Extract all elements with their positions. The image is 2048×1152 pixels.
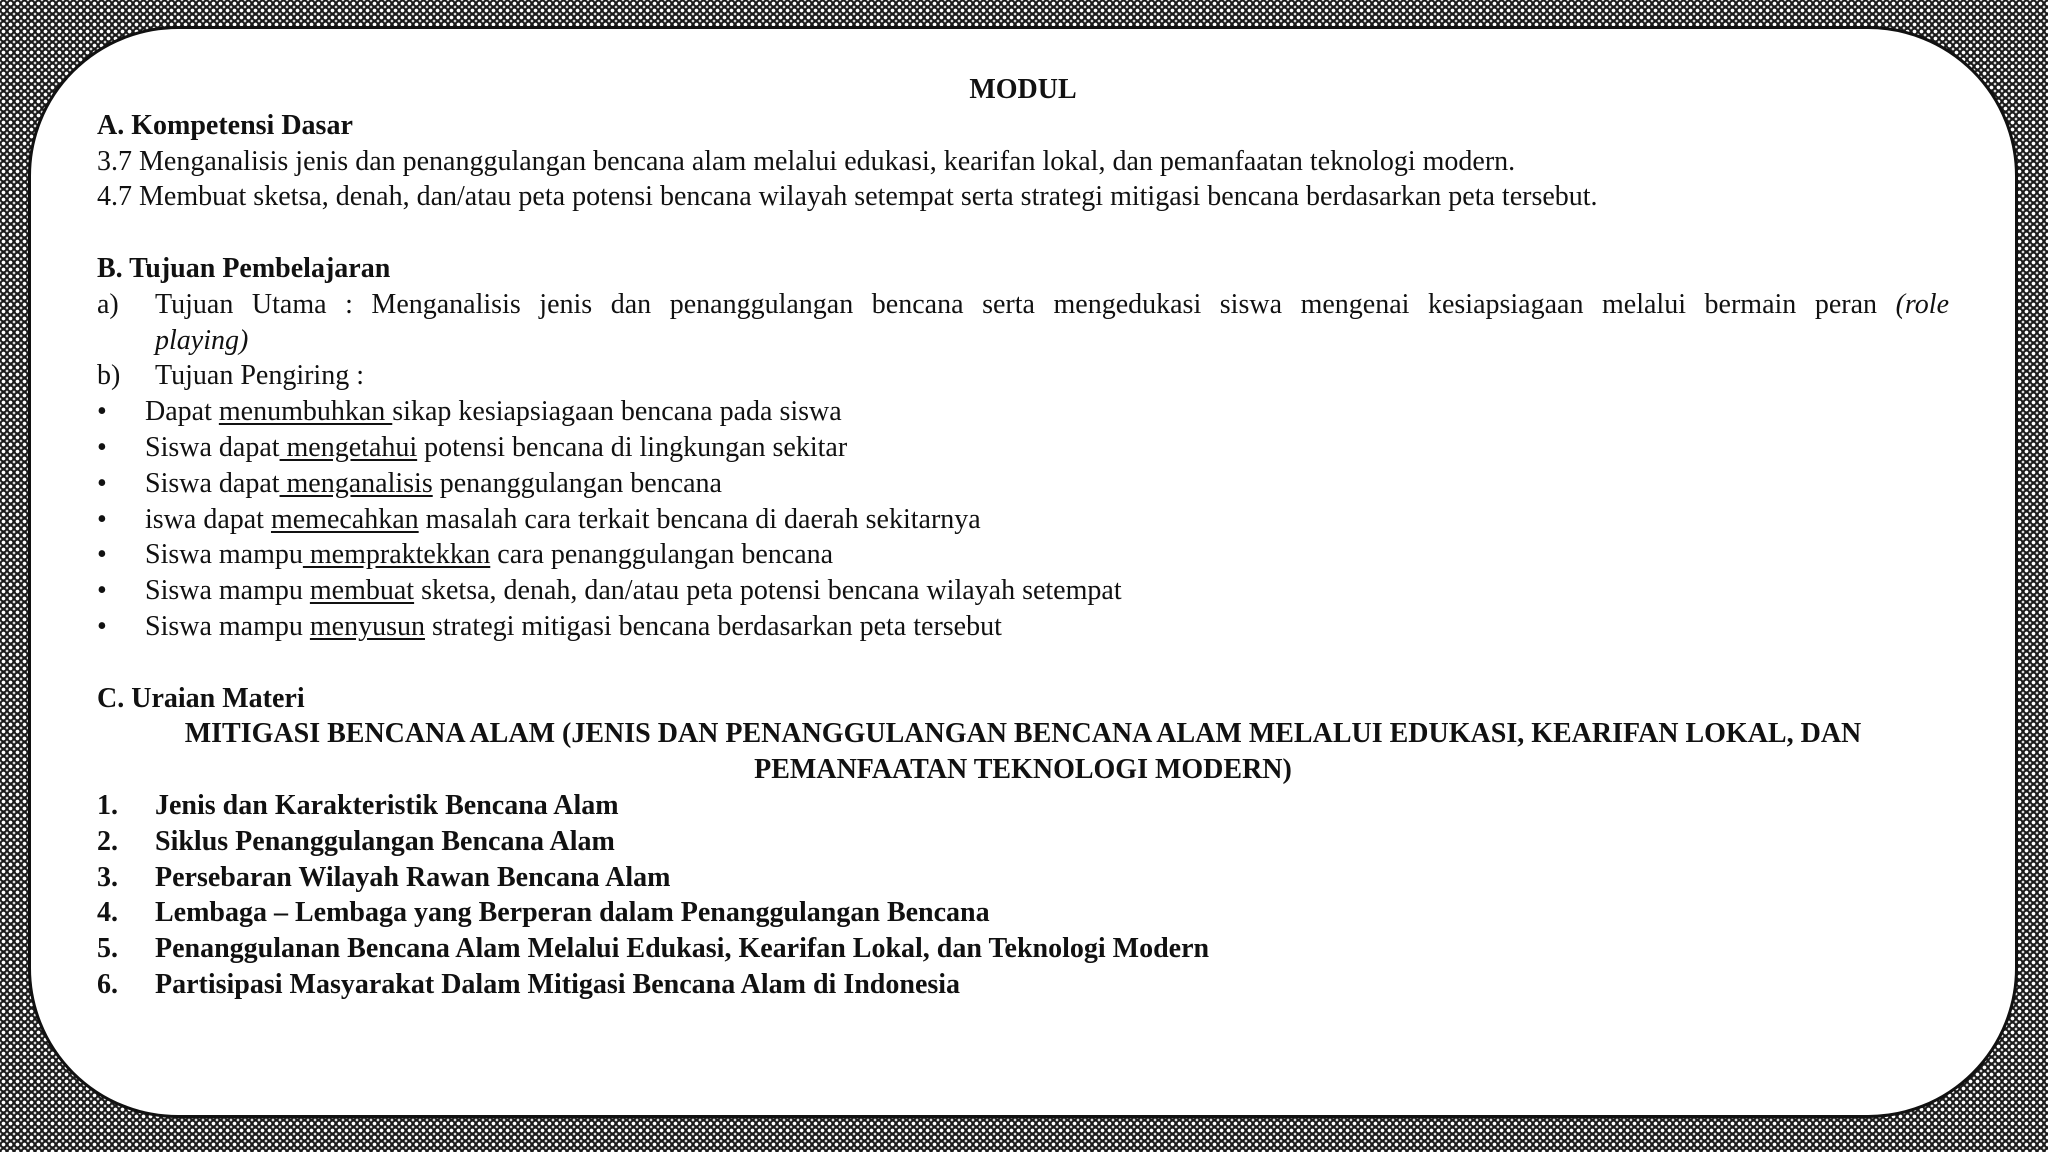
bullet-text: Siswa dapat bbox=[145, 467, 280, 499]
material-number: 2. bbox=[97, 825, 118, 857]
goal-main-body: Tujuan Utama : Menganalisis jenis dan penanggulangan bencana serta mengedukasi siswa mengenai kesiapsiagaan melalui bermain peran bbox=[155, 288, 1878, 320]
material-number: 5. bbox=[97, 933, 118, 965]
bullet-text: strategi mitigasi bencana berdasarkan peta tersebut bbox=[425, 610, 1002, 642]
material-number: 4. bbox=[97, 897, 118, 929]
bullet-text: sikap kesiapsiagaan bencana pada siswa bbox=[392, 396, 842, 428]
material-title-line-2: PEMANFAATAN TEKNOLOGI MODERN) bbox=[754, 754, 1292, 786]
bullet-text: penanggulangan bencana bbox=[432, 467, 722, 499]
bullet-text: Siswa mampu bbox=[145, 539, 303, 571]
material-item bbox=[97, 788, 1949, 824]
competency-3-7: 3.7 Menganalisis jenis dan penanggulangan bencana alam melalui edukasi, kearifan lokal, dan pemanfaatan teknologi modern. bbox=[97, 145, 1516, 177]
goal-main-marker: a) bbox=[97, 288, 119, 320]
bullet-keyword: menyusun bbox=[309, 610, 425, 642]
bullet-keyword: mempraktekkan bbox=[302, 539, 491, 571]
material-item bbox=[97, 860, 1949, 896]
bullet-text: Dapat bbox=[145, 396, 219, 428]
goal-main-continuation: playing) bbox=[155, 324, 249, 356]
goal-secondary-marker: b) bbox=[97, 360, 121, 392]
module-title: MODUL bbox=[969, 74, 1077, 105]
goal-main-text bbox=[97, 287, 1949, 323]
bullet-text: iswa dapat bbox=[145, 503, 271, 535]
bullet-dot: • bbox=[97, 467, 107, 499]
bullet-dot: • bbox=[97, 610, 107, 642]
material-text: Penanggulanan Bencana Alam Melalui Edukasi, Kearifan Lokal, dan Teknologi Modern bbox=[155, 933, 1210, 965]
material-item bbox=[97, 967, 1949, 1003]
material-text: Persebaran Wilayah Rawan Bencana Alam bbox=[155, 861, 671, 893]
bullet-text: cara penanggulangan bencana bbox=[490, 539, 834, 571]
bullet-item bbox=[97, 430, 1949, 466]
material-item bbox=[97, 931, 1949, 967]
bullet-item bbox=[97, 573, 1949, 609]
goal-secondary-text: Tujuan Pengiring : bbox=[155, 360, 364, 392]
bullet-dot: • bbox=[97, 575, 107, 607]
material-text: Partisipasi Masyarakat Dalam Mitigasi Bencana Alam di Indonesia bbox=[155, 968, 961, 1000]
section-b-heading: B. Tujuan Pembelajaran bbox=[97, 252, 391, 284]
bullet-text: Siswa dapat bbox=[145, 431, 280, 463]
material-text: Jenis dan Karakteristik Bencana Alam bbox=[155, 789, 619, 821]
goal-main bbox=[97, 287, 1949, 323]
material-text: Siklus Penanggulangan Bencana Alam bbox=[155, 825, 615, 857]
competency-4-7: 4.7 Membuat sketsa, denah, dan/atau peta potensi bencana wilayah setempat serta strategi mitigasi bencana berdasarkan peta tersebut. bbox=[97, 181, 1598, 213]
bullet-keyword: menumbuhkan bbox=[218, 396, 393, 428]
bullet-text: Siswa mampu bbox=[145, 610, 310, 642]
spacer bbox=[97, 215, 1949, 251]
goal-secondary bbox=[97, 358, 1949, 394]
material-number: 1. bbox=[97, 789, 118, 821]
bullet-item bbox=[97, 502, 1949, 538]
material-title-line-1: MITIGASI BENCANA ALAM (JENIS DAN PENANGGULANGAN BENCANA ALAM MELALUI EDUKASI, KEARIFAN LOKAL, DAN bbox=[184, 718, 1862, 750]
bullet-dot: • bbox=[97, 431, 107, 463]
bullet-keyword: mengetahui bbox=[279, 431, 418, 463]
bullet-text: sketsa, denah, dan/atau peta potensi bencana wilayah setempat bbox=[414, 575, 1122, 607]
material-number: 6. bbox=[97, 968, 118, 1000]
bullet-keyword: menganalisis bbox=[279, 467, 433, 499]
section-c-heading: C. Uraian Materi bbox=[97, 682, 305, 714]
bullet-text: Siswa mampu bbox=[145, 575, 310, 607]
bullet-dot: • bbox=[97, 539, 107, 571]
material-item bbox=[97, 824, 1949, 860]
material-item bbox=[97, 895, 1949, 931]
bullet-item bbox=[97, 537, 1949, 573]
material-number: 3. bbox=[97, 861, 118, 893]
bullet-text: masalah cara terkait bencana di daerah sekitarnya bbox=[418, 503, 981, 535]
bullet-dot: • bbox=[97, 503, 107, 535]
material-text: Lembaga – Lembaga yang Berperan dalam Penanggulangan Bencana bbox=[155, 897, 990, 929]
bullet-keyword: memecahkan bbox=[270, 503, 419, 535]
spacer bbox=[97, 645, 1949, 681]
goal-main-italic: (role bbox=[1895, 288, 1949, 320]
bullet-keyword: membuat bbox=[309, 575, 415, 607]
section-a-heading: A. Kompetensi Dasar bbox=[97, 109, 353, 141]
bullet-text: potensi bencana di lingkungan sekitar bbox=[417, 431, 848, 463]
module-content bbox=[97, 72, 1949, 1003]
bullet-item bbox=[97, 466, 1949, 502]
bullet-dot: • bbox=[97, 396, 107, 428]
bullet-item bbox=[97, 394, 1949, 430]
bullet-item bbox=[97, 609, 1949, 645]
